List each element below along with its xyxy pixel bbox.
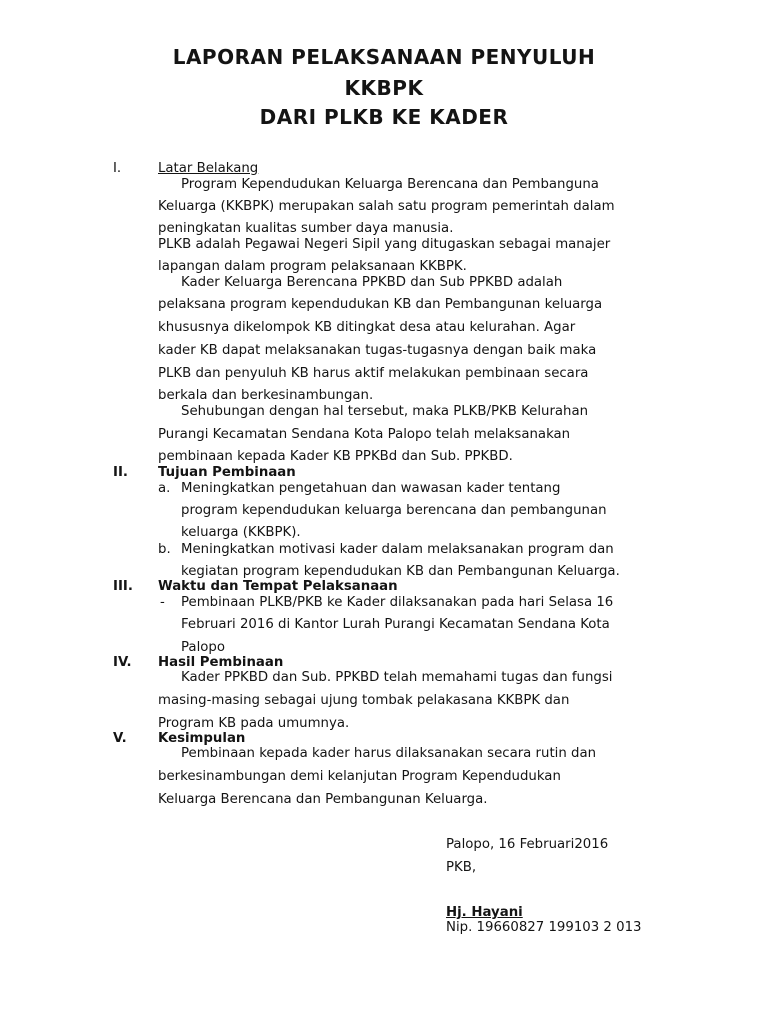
section-1-line: Program Kependudukan Keluarga Berencana dan Pembanguna	[181, 177, 599, 192]
section-1-heading: Latar Belakang	[158, 161, 259, 176]
section-5-line: Keluarga Berencana dan Pembangunan Keluarga.	[158, 792, 488, 807]
section-3-heading: Waktu dan Tempat Pelaksanaan	[158, 579, 398, 594]
section-2-heading: Tujuan Pembinaan	[158, 465, 296, 480]
section-1-line: pembinaan kepada Kader KB PPKBd dan Sub. PPKBD.	[158, 449, 513, 464]
section-2-item-b-line: Meningkatkan motivasi kader dalam melaksanakan program dan	[181, 542, 614, 557]
section-1-line: khususnya dikelompok KB ditingkat desa atau kelurahan. Agar	[158, 320, 576, 335]
section-5-number: V.	[113, 731, 127, 746]
document-title-line-1: LAPORAN PELAKSANAAN PENYULUH	[172, 45, 596, 69]
signature-nip: Nip. 19660827 199103 2 013	[446, 920, 642, 935]
section-2-item-a-line: program kependudukan keluarga berencana dan pembangunan	[181, 503, 607, 518]
section-4-line: masing-masing sebagai ujung tombak pelakasana KKBPK dan	[158, 693, 570, 708]
signature-role: PKB,	[446, 860, 477, 875]
section-4-line: Program KB pada umumnya.	[158, 716, 350, 731]
section-1-line: kader KB dapat melaksanakan tugas-tugasnya dengan baik maka	[158, 343, 597, 358]
section-2-number: II.	[113, 465, 128, 480]
section-3-line: Palopo	[181, 640, 225, 655]
document-title-line-2: KKBPK	[344, 76, 424, 100]
section-1-line: Kader Keluarga Berencana PPKBD dan Sub PPKBD adalah	[181, 275, 563, 290]
section-2-item-b-marker: b.	[158, 542, 171, 557]
document-title-line-3: DARI PLKB KE KADER	[259, 105, 509, 129]
section-5-heading: Kesimpulan	[158, 731, 246, 746]
section-1-line: berkala dan berkesinambungan.	[158, 388, 374, 403]
section-3-bullet: -	[160, 595, 165, 610]
section-4-line: Kader PPKBD dan Sub. PPKBD telah memahami tugas dan fungsi	[181, 670, 613, 685]
section-1-line: lapangan dalam program pelaksanaan KKBPK.	[158, 259, 467, 274]
section-5-line: Pembinaan kepada kader harus dilaksanakan secara rutin dan	[181, 746, 597, 761]
section-1-line: PLKB adalah Pegawai Negeri Sipil yang ditugaskan sebagai manajer	[158, 237, 611, 252]
section-4-number: IV.	[113, 655, 132, 670]
signature-place-date: Palopo, 16 Februari2016	[446, 837, 609, 852]
section-1-line: Purangi Kecamatan Sendana Kota Palopo telah melaksanakan	[158, 427, 571, 442]
section-1-number: I.	[113, 161, 122, 176]
section-1-line: PLKB dan penyuluh KB harus aktif melakukan pembinaan secara	[158, 366, 589, 381]
section-1-line: peningkatan kualitas sumber daya manusia.	[158, 221, 454, 236]
section-1-line: Sehubungan dengan hal tersebut, maka PLKB/PKB Kelurahan	[181, 404, 589, 419]
section-5-line: berkesinambungan demi kelanjutan Program Kependudukan	[158, 769, 561, 784]
section-2-item-a-marker: a.	[158, 481, 171, 496]
section-1-line: pelaksana program kependudukan KB dan Pembangunan keluarga	[158, 297, 603, 312]
section-3-line: Pembinaan PLKB/PKB ke Kader dilaksanakan pada hari Selasa 16	[181, 595, 614, 610]
signature-name: Hj. Hayani	[446, 905, 523, 920]
section-3-number: III.	[113, 579, 133, 594]
section-2-item-a-line: Meningkatkan pengetahuan dan wawasan kader tentang	[181, 481, 561, 496]
section-3-line: Februari 2016 di Kantor Lurah Purangi Kecamatan Sendana Kota	[181, 617, 610, 632]
section-4-heading: Hasil Pembinaan	[158, 655, 284, 670]
section-1-line: Keluarga (KKBPK) merupakan salah satu program pemerintah dalam	[158, 199, 615, 214]
section-2-item-a-line: keluarga (KKBPK).	[181, 525, 301, 540]
section-2-item-b-line: kegiatan program kependudukan KB dan Pembangunan Keluarga.	[181, 564, 620, 579]
